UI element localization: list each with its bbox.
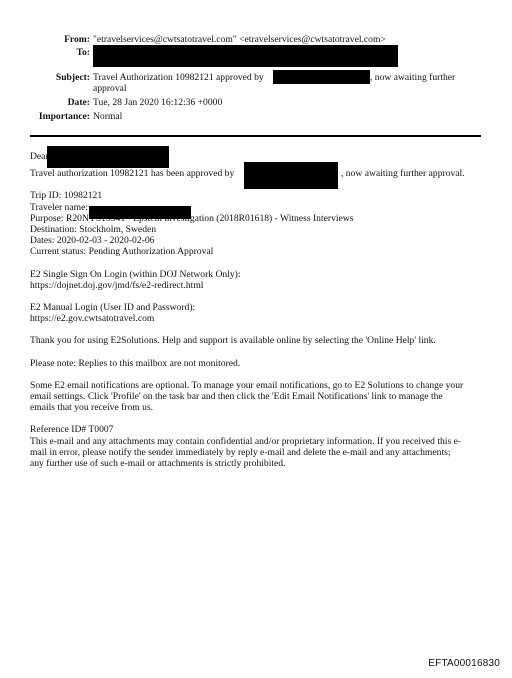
greeting-text: Dear	[30, 151, 49, 162]
disclaimer-line-2: mail in error, please notify the sender immediately by reply e-mail and delete the e-mail and any attachments;	[30, 446, 451, 458]
manual-heading: E2 Manual Login (User ID and Password):	[30, 302, 196, 314]
subject-row	[0, 72, 512, 96]
thanks-paragraph	[30, 335, 485, 346]
purpose: Purpose: R20NYS13341 - Epstein investigation (2018R01618) - Witness Interviews	[30, 212, 354, 224]
approval-line	[30, 168, 485, 179]
notifications-line-1: Some E2 email notifications are optional. To manage your email notifications, go to E2 Solutions to change your	[30, 379, 464, 391]
date-label: Date:	[67, 97, 90, 108]
trip-details	[30, 190, 485, 257]
disclaimer-line-1: This e-mail and any attachments may contain confidential and/or proprietary information. If you received this e-	[30, 435, 462, 447]
approval-paragraph	[30, 168, 485, 179]
thanks-text: Thank you for using E2Solutions. Help and support is available online by selecting the 'Online Help' link.	[30, 335, 436, 347]
header-divider	[30, 135, 481, 137]
dates: Dates: 2020-02-03 - 2020-02-06	[30, 235, 155, 247]
date-value: Tue, 28 Jan 2020 16:12:36 +0000	[93, 97, 223, 108]
approval-text-part2: , now awaiting further approval.	[341, 168, 465, 180]
manual-login	[30, 302, 485, 324]
date-row	[0, 97, 512, 109]
approval-text-part1: Travel authorization 10982121 has been approved by	[30, 168, 235, 180]
trip-id: Trip ID: 10982121	[30, 190, 103, 202]
destination: Destination: Stockholm, Sweden	[30, 224, 157, 236]
notifications-paragraph	[30, 380, 485, 414]
current-status: Current status: Pending Authorization Approval	[30, 246, 214, 258]
disclaimer-paragraph	[30, 424, 485, 469]
subject-value-line2: approval	[93, 83, 127, 94]
notifications-line-3: emails that you receive from us.	[30, 402, 154, 414]
subject-value-part1: Travel Authorization 10982121 approved by	[93, 72, 264, 83]
importance-label: Importance:	[38, 111, 90, 122]
notifications-line-2: email settings. Click 'Profile' on the task bar and then click the 'Edit Email Notifications' link to manage the	[30, 391, 443, 403]
greeting-paragraph	[30, 151, 485, 162]
importance-value: Normal	[93, 111, 123, 122]
importance-row	[0, 111, 512, 123]
note-paragraph	[30, 358, 485, 369]
from-label: From:	[64, 34, 90, 45]
to-label: To:	[76, 47, 90, 58]
bates-number: EFTA00016830	[428, 658, 500, 669]
note-text: Please note: Replies to this mailbox are not monitored.	[30, 357, 241, 369]
reference-id: Reference ID# T0007	[30, 424, 114, 436]
sso-heading: E2 Single Sign On Login (within DOJ Network Only):	[30, 268, 241, 280]
email-body	[30, 151, 485, 480]
traveler-name: Traveler name:	[30, 201, 88, 213]
subject-value-part2: , now awaiting further	[370, 72, 456, 83]
redaction-subject-approver	[273, 70, 370, 84]
subject-label: Subject:	[55, 72, 90, 83]
sso-login	[30, 269, 485, 291]
sso-url: https://dojnet.doj.gov/jmd/fs/e2-redirect.html	[30, 279, 204, 291]
redaction-to	[93, 45, 398, 67]
from-value: "etravelservices@cwtsatotravel.com" <etravelservices@cwtsatotravel.com>	[93, 34, 386, 45]
disclaimer-line-3: any further use of such e-mail or attachments is strictly prohibited.	[30, 458, 286, 470]
manual-url: https://e2.gov.cwtsatotravel.com	[30, 313, 155, 325]
